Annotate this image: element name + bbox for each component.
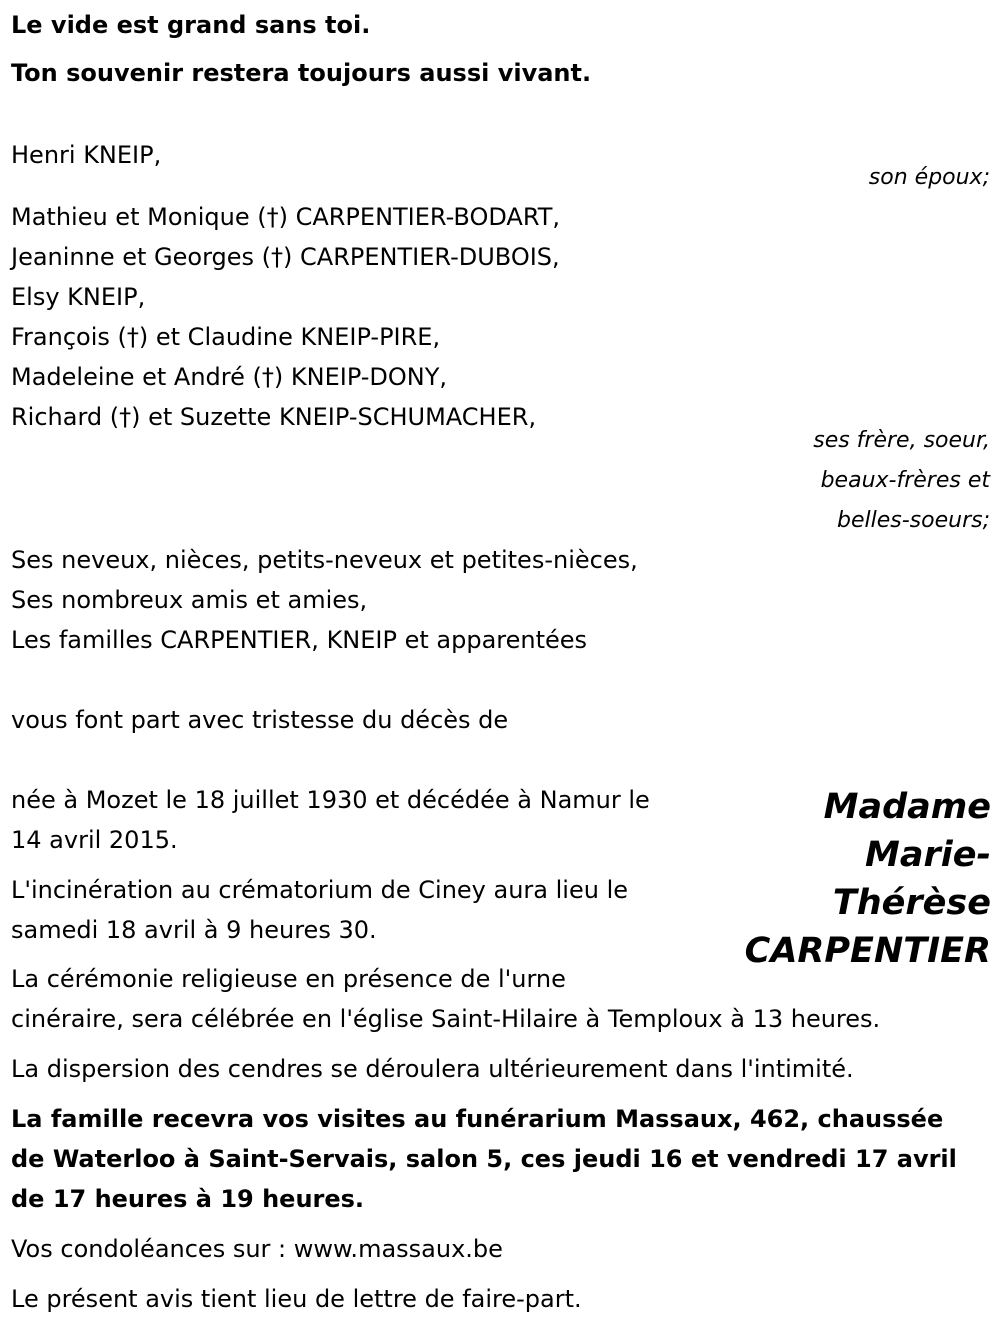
others-line: Les familles CARPENTIER, KNEIP et apparentées (11, 626, 588, 654)
birth-death-line: 14 avril 2015. (11, 826, 178, 854)
deceased-name (745, 783, 991, 975)
others-line: Ses neveux, nièces, petits-neveux et petites-nièces, (11, 546, 638, 574)
deceased-name-line: Marie- (865, 835, 991, 875)
notice-line: Le présent avis tient lieu de lettre de faire-part. (11, 1285, 582, 1313)
announcement: vous font part avec tristesse du décès de (11, 706, 509, 734)
header-line-2: Ton souvenir restera toujours aussi vivant. (11, 59, 592, 87)
deceased-name-line: Madame (823, 787, 991, 827)
birth-death-line: née à Mozet le 18 juillet 1930 et décédée à Namur le (11, 786, 650, 814)
deceased-name-line: Thérèse (832, 883, 991, 923)
sibling-line: François (†) et Claudine KNEIP-PIRE, (11, 323, 441, 351)
incineration-line: L'incinération au crématorium de Ciney aura lieu le (11, 876, 629, 904)
deceased-name-line: CARPENTIER (744, 931, 991, 971)
sibling-line: Elsy KNEIP, (11, 283, 146, 311)
spouse-role: son époux; (868, 165, 990, 190)
sibling-line: Jeaninne et Georges (†) CARPENTIER-DUBOIS, (11, 243, 560, 271)
incineration-line: samedi 18 avril à 9 heures 30. (11, 916, 377, 944)
sibling-line: Mathieu et Monique (†) CARPENTIER-BODART, (11, 203, 561, 231)
dispersion-line: La dispersion des cendres se déroulera ultérieurement dans l'intimité. (11, 1055, 854, 1083)
condolences-line: Vos condoléances sur : www.massaux.be (11, 1235, 503, 1263)
visits-line: de 17 heures à 19 heures. (11, 1185, 365, 1213)
spouse-name: Henri KNEIP, (11, 141, 162, 169)
header-line-1: Le vide est grand sans toi. (11, 11, 371, 39)
visits-line: de Waterloo à Saint-Servais, salon 5, ces jeudi 16 et vendredi 17 avril (11, 1145, 957, 1173)
siblings-role-line: beaux-frères et (820, 468, 990, 493)
visits-line: La famille recevra vos visites au funérarium Massaux, 462, chaussée (11, 1105, 944, 1133)
sibling-line: Richard (†) et Suzette KNEIP-SCHUMACHER, (11, 403, 537, 431)
sibling-line: Madeleine et André (†) KNEIP-DONY, (11, 363, 448, 391)
siblings-role-line: belles-soeurs; (837, 508, 990, 533)
others-line: Ses nombreux amis et amies, (11, 586, 368, 614)
ceremony-line: cinéraire, sera célébrée en l'église Saint-Hilaire à Temploux à 13 heures. (11, 1005, 881, 1033)
siblings-role-line: ses frère, soeur, (813, 428, 990, 453)
ceremony-line: La cérémonie religieuse en présence de l'urne (11, 965, 566, 993)
